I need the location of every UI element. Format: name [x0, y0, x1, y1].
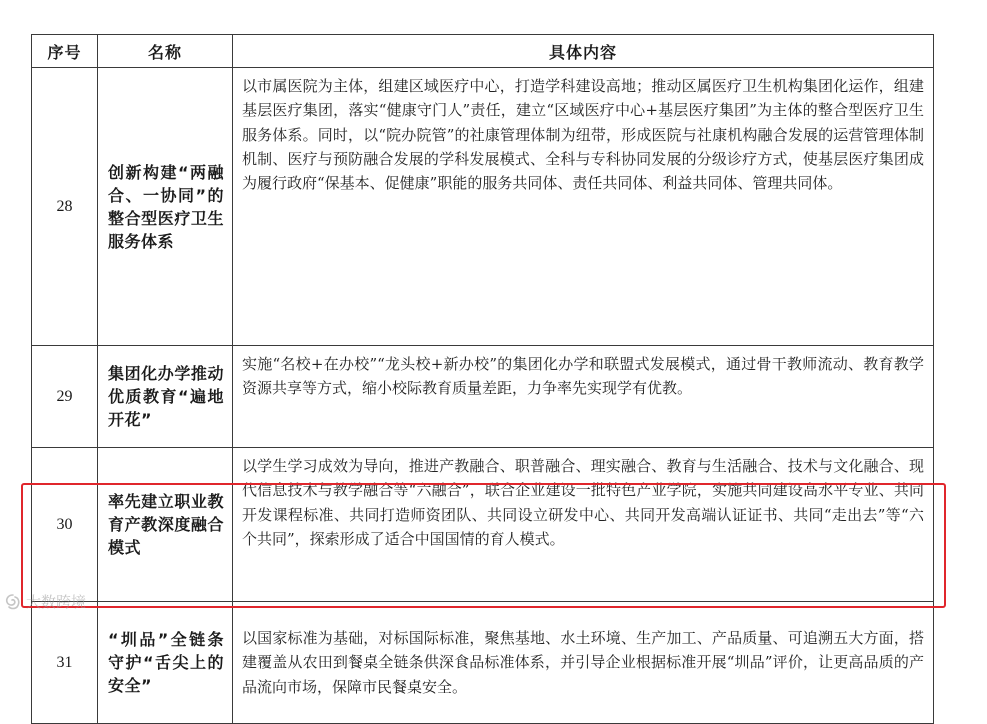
row-detail: 以国家标准为基础，对标国际标准，聚焦基地、水土环境、生产加工、产品质量、可追溯五大方面，搭建覆盖从农田到餐桌全链条供深食品标准体系，并引导企业根据标准开展“圳品”评价，让更高品质的产品流向市场，保障市民餐桌安全。 [242, 629, 924, 696]
table-row [32, 68, 934, 346]
row-detail: 以学生学习成效为导向，推进产教融合、职普融合、理实融合、教育与生活融合、技术与文化融合、现代信息技术与教学融合等“六融合”，联合企业建设一批特色产业学院，实施共同建设高水平专业、共同开发课程标准、共同打造师资团队、共同设立研发中心、共同开发高端认证证书、共同“走出去”等“六个共同”，探索形成了适合中国国情的育人模式。 [242, 457, 924, 548]
policy-table [31, 34, 934, 724]
row-number: 28 [32, 68, 98, 346]
row-name-cell [98, 448, 233, 602]
row-detail-cell [233, 448, 934, 602]
watermark-text: 大数跨境 [26, 593, 87, 611]
table-row [32, 346, 934, 448]
table-row [32, 602, 934, 724]
row-detail-cell [233, 68, 934, 346]
row-detail: 实施“名校+在办校”“龙头校+新办校”的集团化办学和联盟式发展模式，通过骨干教师流动、教育教学资源共享等方式，缩小校际教育质量差距，力争率先实现学有优教。 [242, 355, 924, 398]
row-detail: 以市属医院为主体，组建区域医疗中心，打造学科建设高地；推动区属医疗卫生机构集团化运作，组建基层医疗集团，落实“健康守门人”责任，建立“区域医疗中心+基层医疗集团”为主体的整合型医疗卫生服务体系。同时，以“院办院管”的社康管理体制为纽带，形成医院与社康机构融合发展的运营管理体制机制、医疗与预防融合发展的学科发展模式、全科与专科协同发展的分级诊疗方式，使基层医疗集团成为履行政府“保基本、促健康”职能的服务共同体、责任共同体、利益共同体、管理共同体。 [242, 77, 924, 193]
table-header-row [32, 35, 934, 68]
table-row [32, 448, 934, 602]
row-name-cell [98, 68, 233, 346]
header-no: 序号 [32, 35, 98, 68]
row-number: 29 [32, 346, 98, 448]
row-name-cell [98, 602, 233, 724]
header-detail: 具体内容 [233, 35, 934, 68]
row-name: 创新构建“两融合、一协同”的整合型医疗卫生服务体系 [108, 162, 224, 251]
row-detail-cell [233, 346, 934, 448]
row-name: “圳品”全链条守护“舌尖上的安全” [108, 630, 224, 695]
row-detail-cell [233, 602, 934, 724]
row-name-cell [98, 346, 233, 448]
watermark [4, 591, 86, 612]
row-number: 31 [32, 602, 98, 724]
header-name: 名称 [98, 35, 233, 68]
logo-swirl-icon [4, 593, 22, 611]
row-number: 30 [32, 448, 98, 602]
row-name: 集团化办学推动优质教育“遍地开花” [108, 364, 224, 429]
row-name: 率先建立职业教育产教深度融合模式 [108, 492, 224, 557]
